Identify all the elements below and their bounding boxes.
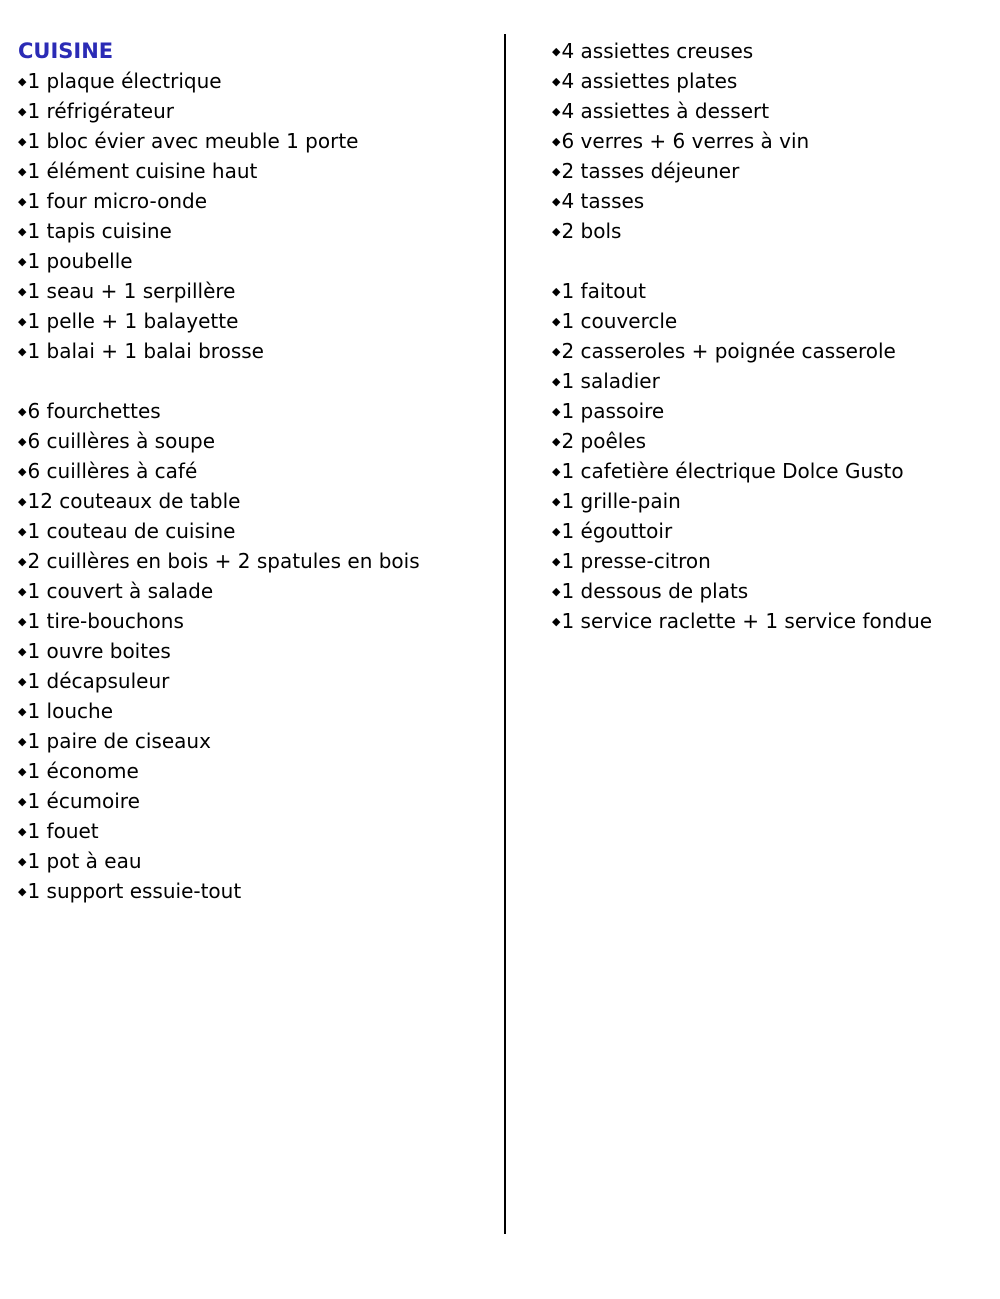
list-item-text: 1 écumoire — [27, 789, 140, 813]
diamond-bullet-icon: ◆ — [18, 615, 27, 628]
list-item-text: 1 réfrigérateur — [27, 99, 174, 123]
list-item — [18, 876, 498, 906]
list-item — [552, 456, 992, 486]
left-column — [18, 36, 498, 906]
list-item — [18, 546, 498, 576]
list-item — [552, 156, 992, 186]
diamond-bullet-icon: ◆ — [552, 525, 561, 538]
diamond-bullet-icon: ◆ — [18, 825, 27, 838]
list-item-text: 1 élément cuisine haut — [27, 159, 258, 183]
diamond-bullet-icon: ◆ — [552, 375, 561, 388]
list-item — [18, 66, 498, 96]
left-list-group-2 — [18, 396, 498, 906]
right-list-group-1 — [552, 36, 992, 246]
list-spacer — [18, 366, 498, 396]
list-item — [18, 306, 498, 336]
list-item-text: 6 cuillères à soupe — [27, 429, 216, 453]
list-item — [552, 126, 992, 156]
list-item-text: 1 couteau de cuisine — [27, 519, 236, 543]
diamond-bullet-icon: ◆ — [18, 705, 27, 718]
list-item — [18, 156, 498, 186]
diamond-bullet-icon: ◆ — [18, 885, 27, 898]
list-item-text: 2 cuillères en bois + 2 spatules en bois — [27, 549, 420, 573]
list-item-text: 1 seau + 1 serpillère — [27, 279, 236, 303]
diamond-bullet-icon: ◆ — [552, 165, 561, 178]
diamond-bullet-icon: ◆ — [18, 495, 27, 508]
list-item — [552, 336, 992, 366]
list-item — [18, 726, 498, 756]
list-item-text: 1 ouvre boites — [27, 639, 171, 663]
list-item-text: 2 bols — [561, 219, 622, 243]
list-item — [552, 366, 992, 396]
list-item — [552, 36, 992, 66]
list-item-text: 1 tapis cuisine — [27, 219, 172, 243]
diamond-bullet-icon: ◆ — [552, 465, 561, 478]
list-item-text: 2 poêles — [561, 429, 647, 453]
list-item-text: 6 fourchettes — [27, 399, 161, 423]
list-item-text: 1 pelle + 1 balayette — [27, 309, 239, 333]
diamond-bullet-icon: ◆ — [18, 765, 27, 778]
section-heading: CUISINE — [18, 39, 114, 63]
list-item — [18, 396, 498, 426]
list-item — [552, 576, 992, 606]
diamond-bullet-icon: ◆ — [552, 555, 561, 568]
list-item-text: 1 dessous de plats — [561, 579, 749, 603]
diamond-bullet-icon: ◆ — [18, 735, 27, 748]
diamond-bullet-icon: ◆ — [18, 315, 27, 328]
diamond-bullet-icon: ◆ — [18, 255, 27, 268]
list-item — [18, 276, 498, 306]
diamond-bullet-icon: ◆ — [18, 75, 27, 88]
list-item-text: 1 décapsuleur — [27, 669, 170, 693]
list-item-text: 1 poubelle — [27, 249, 133, 273]
list-item — [18, 666, 498, 696]
list-item — [18, 426, 498, 456]
list-item-text: 1 grille-pain — [561, 489, 681, 513]
diamond-bullet-icon: ◆ — [552, 495, 561, 508]
list-item-text: 1 couvercle — [561, 309, 678, 333]
list-item-text: 2 casseroles + poignée casserole — [561, 339, 896, 363]
list-item — [18, 576, 498, 606]
list-item-text: 1 pot à eau — [27, 849, 142, 873]
list-item — [18, 336, 498, 366]
list-item — [18, 216, 498, 246]
list-item — [18, 846, 498, 876]
diamond-bullet-icon: ◆ — [552, 285, 561, 298]
list-item — [552, 306, 992, 336]
left-list-group-1 — [18, 66, 498, 366]
diamond-bullet-icon: ◆ — [552, 105, 561, 118]
diamond-bullet-icon: ◆ — [18, 345, 27, 358]
list-item-text: 1 couvert à salade — [27, 579, 214, 603]
column-divider — [504, 34, 506, 1234]
list-item-text: 4 assiettes creuses — [561, 39, 754, 63]
list-item — [18, 816, 498, 846]
list-item — [552, 606, 992, 636]
diamond-bullet-icon: ◆ — [18, 435, 27, 448]
list-item — [18, 516, 498, 546]
list-item — [552, 186, 992, 216]
list-item-text: 1 louche — [27, 699, 113, 723]
diamond-bullet-icon: ◆ — [18, 285, 27, 298]
diamond-bullet-icon: ◆ — [552, 315, 561, 328]
list-item-text: 1 faitout — [561, 279, 646, 303]
diamond-bullet-icon: ◆ — [18, 855, 27, 868]
list-item-text: 12 couteaux de table — [27, 489, 241, 513]
diamond-bullet-icon: ◆ — [552, 225, 561, 238]
list-item — [18, 186, 498, 216]
list-item-text: 1 presse-citron — [561, 549, 711, 573]
list-item-text: 1 plaque électrique — [27, 69, 222, 93]
diamond-bullet-icon: ◆ — [18, 405, 27, 418]
diamond-bullet-icon: ◆ — [552, 435, 561, 448]
diamond-bullet-icon: ◆ — [18, 165, 27, 178]
list-item — [552, 396, 992, 426]
list-item-text: 4 tasses — [561, 189, 645, 213]
list-item-text: 2 tasses déjeuner — [561, 159, 740, 183]
right-column — [552, 36, 992, 636]
list-item-text: 1 service raclette + 1 service fondue — [561, 609, 933, 633]
diamond-bullet-icon: ◆ — [18, 105, 27, 118]
list-item-text: 1 four micro-onde — [27, 189, 208, 213]
list-item-text: 1 tire-bouchons — [27, 609, 184, 633]
list-item — [552, 276, 992, 306]
right-list-group-2 — [552, 276, 992, 636]
diamond-bullet-icon: ◆ — [18, 645, 27, 658]
diamond-bullet-icon: ◆ — [18, 555, 27, 568]
diamond-bullet-icon: ◆ — [552, 345, 561, 358]
diamond-bullet-icon: ◆ — [18, 795, 27, 808]
list-item — [18, 756, 498, 786]
list-item-text: 1 saladier — [561, 369, 660, 393]
diamond-bullet-icon: ◆ — [18, 675, 27, 688]
diamond-bullet-icon: ◆ — [552, 75, 561, 88]
list-item-text: 6 cuillères à café — [27, 459, 198, 483]
diamond-bullet-icon: ◆ — [18, 525, 27, 538]
list-item — [552, 516, 992, 546]
diamond-bullet-icon: ◆ — [552, 195, 561, 208]
list-item — [552, 426, 992, 456]
diamond-bullet-icon: ◆ — [18, 195, 27, 208]
list-item — [552, 66, 992, 96]
diamond-bullet-icon: ◆ — [18, 225, 27, 238]
list-item — [18, 486, 498, 516]
diamond-bullet-icon: ◆ — [18, 465, 27, 478]
list-item-text: 4 assiettes à dessert — [561, 99, 770, 123]
list-item — [18, 456, 498, 486]
list-item-text: 1 balai + 1 balai brosse — [27, 339, 264, 363]
diamond-bullet-icon: ◆ — [552, 45, 561, 58]
list-item-text: 4 assiettes plates — [561, 69, 738, 93]
diamond-bullet-icon: ◆ — [552, 615, 561, 628]
list-spacer — [552, 246, 992, 276]
list-item — [18, 126, 498, 156]
list-item-text: 1 support essuie-tout — [27, 879, 242, 903]
list-item-text: 1 paire de ciseaux — [27, 729, 211, 753]
list-item — [552, 216, 992, 246]
list-item-text: 6 verres + 6 verres à vin — [561, 129, 810, 153]
diamond-bullet-icon: ◆ — [552, 135, 561, 148]
list-item — [18, 606, 498, 636]
list-item — [552, 486, 992, 516]
list-item — [552, 546, 992, 576]
list-item-text: 1 égouttoir — [561, 519, 673, 543]
list-item-text: 1 cafetière électrique Dolce Gusto — [561, 459, 904, 483]
diamond-bullet-icon: ◆ — [552, 405, 561, 418]
diamond-bullet-icon: ◆ — [18, 135, 27, 148]
list-item — [18, 786, 498, 816]
list-item — [552, 96, 992, 126]
list-item — [18, 96, 498, 126]
list-item-text: 1 fouet — [27, 819, 99, 843]
list-item-text: 1 passoire — [561, 399, 665, 423]
list-item — [18, 246, 498, 276]
diamond-bullet-icon: ◆ — [18, 585, 27, 598]
list-item — [18, 636, 498, 666]
list-item-text: 1 économe — [27, 759, 139, 783]
list-item-text: 1 bloc évier avec meuble 1 porte — [27, 129, 359, 153]
diamond-bullet-icon: ◆ — [552, 585, 561, 598]
list-item — [18, 696, 498, 726]
